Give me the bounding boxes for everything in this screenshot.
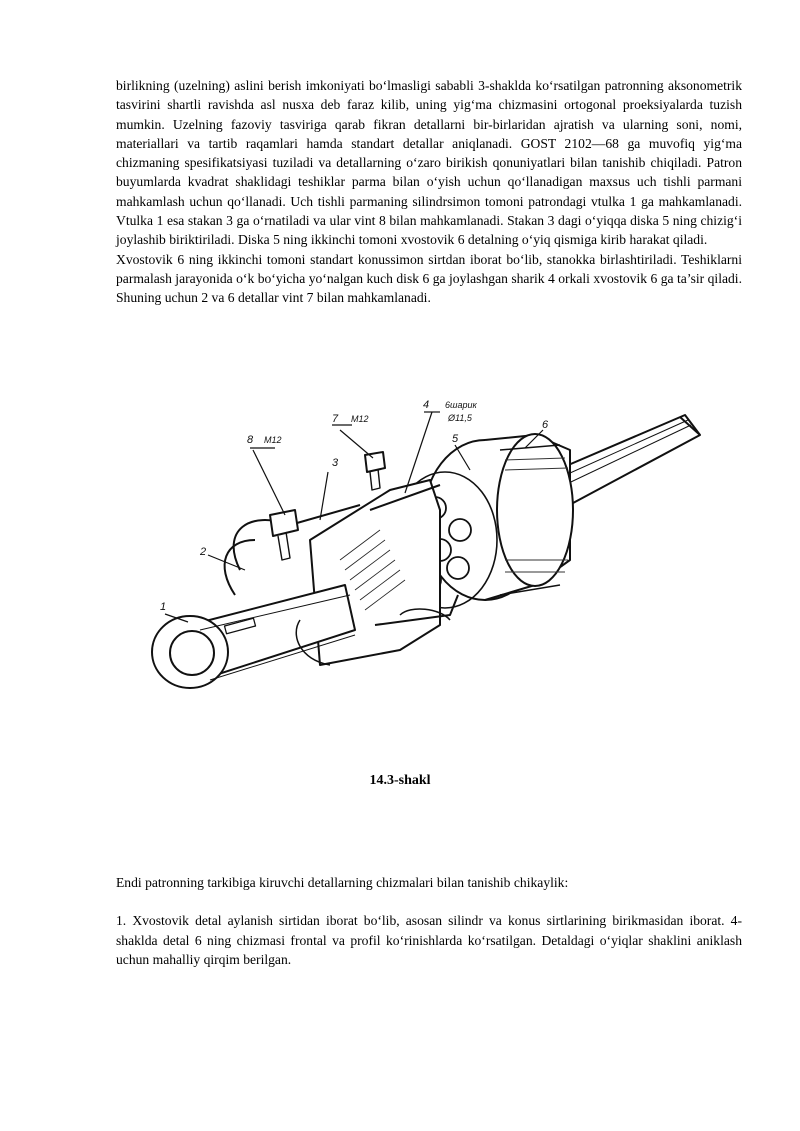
paragraph-4: 1. Xvostovik detal aylanish sirtidan iborat bo‘lib, asosan silindr va konus sirtlarining birikmasidan iborat. 4-shaklda detal 6 ning chizmasi frontal va profil ko‘rinishlarda ko‘rsatilgan. Detaldagi o‘yiqlar shaklini aniklash uchun mahalliy qirqim berilgan. [116, 913, 742, 968]
body-text-top [116, 76, 742, 308]
label-part-5: 5 [452, 433, 459, 445]
label-diameter: Ø11,5 [448, 413, 472, 423]
label-m12-screw-8: M12 [264, 435, 282, 445]
figure-caption: 14.3-shakl [369, 773, 431, 788]
paragraph-1: birlikning (uzelning) aslini berish imkoniyati bo‘lmasligi sababli 3-shaklda ko‘rsatilgan patronning aksonometrik tasvirini shartli ravishda asl nusxa deb faraz kilib, uning yig‘ma chizmasini ortogonal proeksiyalarda tuzish mumkin. Uzelning fazoviy tasviriga qarab fikran detallarni bir-birlaridan ajratish va ularning soni, nomi, materiallari va tartib raqamlari hamda standart detallar aniqlanadi. GOST 2102—68 ga muvofiq yig‘ma chizmaning spesifikatsiyasi tuziladi va detallarning o‘zaro birikish qonuniyatlari bilan tanishib chiqiladi. Patron buyumlarda kvadrat shaklidagi teshiklar parma bilan o‘yish uchun qo‘llanadigan maxsus uch tishli parmani mahkamlash uchun qo‘llanadi. Uch tishli parmaning silindrsimon tomoni patrondagi vtulka 1 ga mahkamlanadi. Vtulka 1 esa stakan 3 ga o‘rnatiladi va ular vint 8 bilan mahkamlanadi. Stakan 3 dagi o‘yiqqa diska 5 ning chizig‘i joylashib biriktiriladi. Diska 5 ning ikkinchi tomoni xvostovik 6 detalning o‘yiq qismiga kirib harakat qiladi. [116, 78, 742, 248]
body-text-list [116, 911, 742, 970]
label-m12-screw-7: M12 [351, 414, 369, 424]
label-part-8: 8 [247, 434, 254, 446]
label-part-6: 6 [542, 419, 549, 431]
label-balls: 6шарик [445, 400, 477, 410]
paragraph-2: Xvostovik 6 ning ikkinchi tomoni standart konussimon sirtdan iborat bo‘lib, stanokka birlashtiriladi. Teshiklarni parmalash jarayonida o‘k bo‘yicha yo‘nalgan kuch disk 6 ga joylashgan sharik 4 orkali xvostovik 6 ga ta’sir qiladi. Shuning uchun 2 va 6 detallar vint 7 bilan mahkamlanadi. [116, 251, 742, 306]
label-part-1: 1 [160, 601, 167, 613]
label-part-2: 2 [200, 546, 207, 558]
chuck-assembly-figure [140, 390, 710, 715]
label-part-7: 7 [332, 413, 339, 425]
paragraph-3: Endi patronning tarkibiga kiruvchi detallarning chizmalari bilan tanishib chikaylik: [116, 875, 569, 890]
label-part-4: 4 [423, 399, 430, 411]
label-part-3: 3 [332, 457, 339, 469]
body-text-intro [116, 873, 742, 892]
